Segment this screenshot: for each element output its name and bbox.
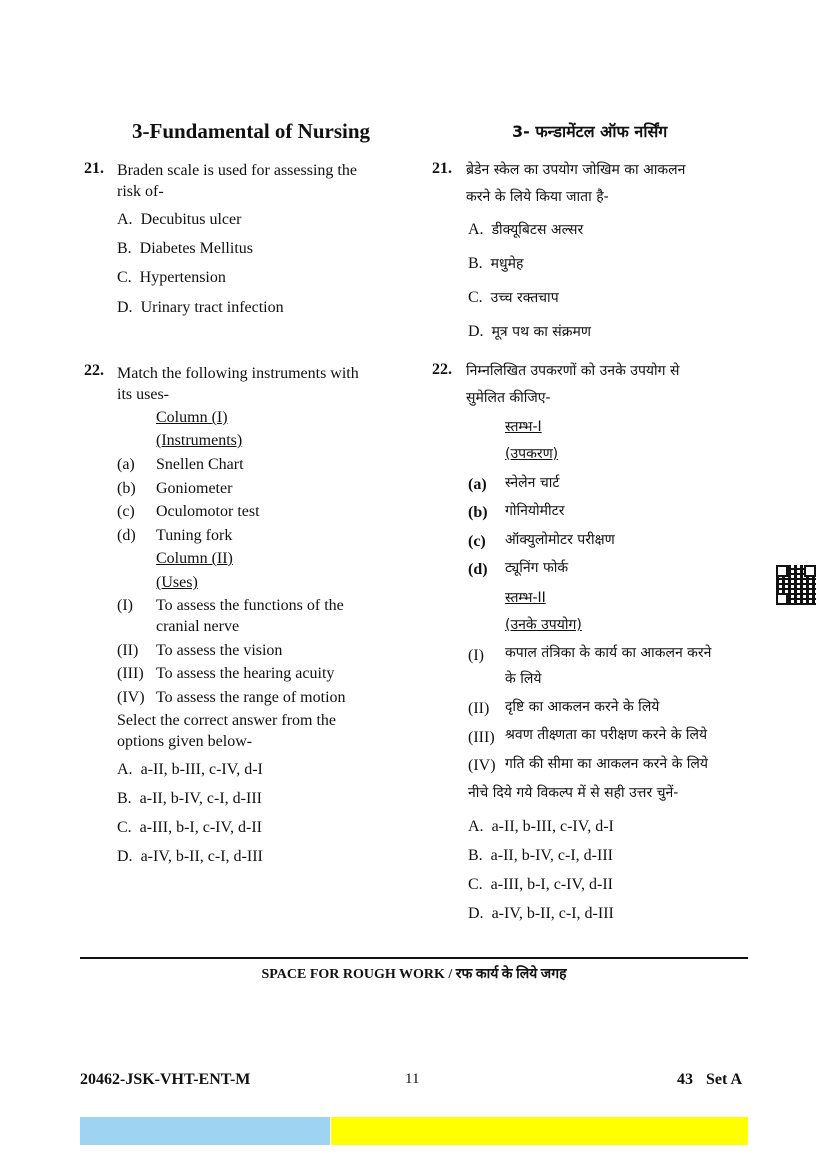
q22-option-b[interactable]: B. a-II, b-IV, c-I, d-III: [117, 790, 262, 807]
q22-col1-item-a-hi-key: (a): [468, 476, 487, 493]
q22-select-hi: नीचे दिये गये विकल्प में से सही उत्तर चुनें-: [468, 785, 679, 801]
q22-col1-item-a: (a): [117, 456, 135, 473]
q22-option-c-hi[interactable]: C. a-III, b-I, c-IV, d-II: [468, 876, 613, 893]
q22-option-c[interactable]: C. a-III, b-I, c-IV, d-II: [117, 819, 262, 836]
q22-col1-heading-hi: स्तम्भ-I: [505, 419, 542, 435]
q22-col2-item-2-text: To assess the vision: [156, 642, 283, 659]
q22-col2-item-1: (I): [117, 597, 133, 614]
q22-col2-heading-en: Column (II): [156, 550, 233, 567]
q22-col2-item-4-text: To assess the range of motion: [156, 689, 346, 706]
q22-col2-subheading-hi: (उनके उपयोग): [505, 617, 582, 633]
q22-col1-item-a-text: Snellen Chart: [156, 456, 244, 473]
q22-number-en: 22.: [84, 362, 104, 379]
q22-col1-item-d-hi: ट्यूनिंग फोर्क: [505, 560, 569, 576]
q21-option-b[interactable]: B. Diabetes Mellitus: [117, 240, 253, 257]
q22-col2-item-4-hi: गति की सीमा का आकलन करने के लिये: [505, 756, 709, 772]
q22-col1-item-d-hi-key: (d): [468, 561, 488, 578]
q22-option-b-hi[interactable]: B. a-II, b-IV, c-I, d-III: [468, 847, 613, 864]
q22-col2-item-1-hi-2: के लिये: [505, 671, 542, 687]
q22-col1-subheading-hi: (उपकरण): [505, 446, 559, 462]
rough-work-divider: [80, 957, 748, 959]
q21-option-a-hi[interactable]: A. डीक्यूबिटस अल्सर: [468, 221, 584, 238]
section-title-en: 3-Fundamental of Nursing: [132, 119, 371, 143]
q22-col2-item-4: (IV): [117, 689, 145, 706]
q21-number-en: 21.: [84, 160, 104, 177]
q22-col2-item-3-hi-key: (III): [468, 729, 495, 746]
qr-code-icon: [776, 565, 816, 605]
q22-col1-item-d: (d): [117, 527, 136, 544]
q21-option-b-hi[interactable]: B. मधुमेह: [468, 255, 524, 272]
q22-col2-item-3-text: To assess the hearing acuity: [156, 665, 335, 682]
q22-col2-item-1-hi-key: (I): [468, 647, 484, 664]
q22-col2-item-2-hi: दृष्टि का आकलन करने के लिये: [505, 699, 660, 715]
q21-option-d-hi[interactable]: D. मूत्र पथ का संक्रमण: [468, 323, 591, 340]
q21-text-en-1: Braden scale is used for assessing the: [117, 162, 357, 179]
q21-number-hi: 21.: [432, 160, 452, 177]
q22-col1-item-c-hi-key: (c): [468, 533, 486, 550]
q21-option-c-hi[interactable]: C. उच्च रक्तचाप: [468, 289, 559, 306]
q22-col1-item-b-text: Goniometer: [156, 480, 233, 497]
q21-text-hi-2: करने के लिये किया जाता है-: [466, 189, 609, 205]
q22-col2-item-4-hi-key: (IV): [468, 757, 496, 774]
q22-option-a-hi[interactable]: A. a-II, b-III, c-IV, d-I: [468, 818, 614, 835]
q22-number-hi: 22.: [432, 361, 452, 378]
footer-page-number: 11: [405, 1071, 420, 1087]
q22-col2-item-1-text: To assess the functions of the: [156, 597, 344, 614]
q22-col1-item-b-hi-key: (b): [468, 504, 488, 521]
q22-col2-item-2: (II): [117, 642, 139, 659]
q22-col2-item-2-hi-key: (II): [468, 700, 490, 717]
rough-work-label: SPACE FOR ROUGH WORK / रफ कार्य के लिये जगह: [261, 967, 567, 982]
q22-text-hi-1: निम्नलिखित उपकरणों को उनके उपयोग से: [466, 363, 680, 379]
q22-select-en-1: Select the correct answer from the: [117, 712, 337, 729]
q22-select-en-2: options given below-: [117, 733, 253, 750]
q22-text-en-1: Match the following instruments with: [117, 365, 359, 382]
q22-col1-heading-en: Column (I): [156, 409, 228, 426]
footer-code: 20462-JSK-VHT-ENT-M: [80, 1071, 251, 1088]
q21-option-a[interactable]: A. Decubitus ulcer: [117, 211, 242, 228]
footer-bar-blue: [80, 1117, 330, 1145]
section-title-hi: 3- फन्डामेंटल ऑफ नर्सिंग: [512, 122, 668, 141]
q22-col2-item-3: (III): [117, 665, 144, 682]
q22-col1-item-c: (c): [117, 503, 135, 520]
q22-col1-item-c-hi: ऑक्युलोमोटर परीक्षण: [505, 532, 615, 548]
q22-col2-heading-hi: स्तम्भ-II: [505, 590, 546, 606]
q22-text-hi-2: सुमेलित कीजिए-: [466, 390, 551, 406]
q22-option-a[interactable]: A. a-II, b-III, c-IV, d-I: [117, 761, 263, 778]
q22-col2-item-3-hi: श्रवण तीक्ष्णता का परीक्षण करने के लिये: [505, 727, 708, 743]
q22-col1-item-d-text: Tuning fork: [156, 527, 233, 544]
q21-option-d[interactable]: D. Urinary tract infection: [117, 299, 284, 316]
q22-col2-item-1-text-2: cranial nerve: [156, 618, 240, 635]
q21-text-hi-1: ब्रेडेन स्केल का उपयोग जोखिम का आकलन: [466, 162, 686, 178]
q22-text-en-2: its uses-: [117, 386, 169, 403]
footer-set-label: Set A: [706, 1071, 742, 1088]
q22-col1-item-c-text: Oculomotor test: [156, 503, 260, 520]
q22-option-d[interactable]: D. a-IV, b-II, c-I, d-III: [117, 848, 263, 865]
q21-option-c[interactable]: C. Hypertension: [117, 269, 226, 286]
footer-set-number: 43: [677, 1071, 693, 1088]
q22-col1-item-b: (b): [117, 480, 136, 497]
q22-col1-item-b-hi: गोनियोमीटर: [505, 503, 565, 519]
q22-col2-subheading-en: (Uses): [156, 574, 198, 591]
q22-col1-item-a-hi: स्नेलेन चार्ट: [505, 475, 560, 491]
q21-text-en-2: risk of-: [117, 183, 164, 200]
q22-col1-subheading-en: (Instruments): [156, 432, 243, 449]
footer-bar-yellow: [331, 1117, 748, 1145]
q22-option-d-hi[interactable]: D. a-IV, b-II, c-I, d-III: [468, 905, 614, 922]
q22-col2-item-1-hi: कपाल तंत्रिका के कार्य का आकलन करने: [505, 645, 712, 661]
